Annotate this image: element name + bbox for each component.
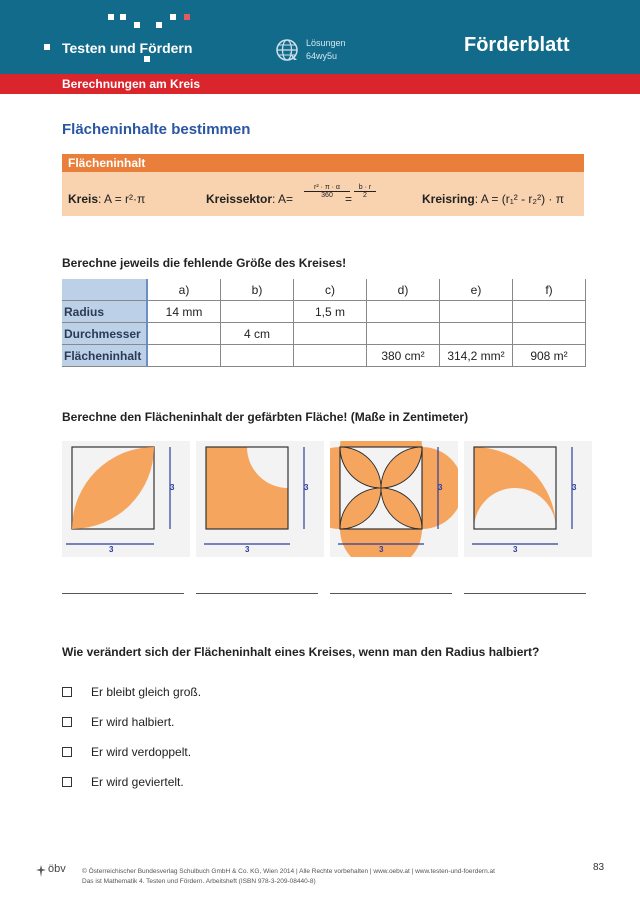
sektor-den2: 2: [363, 192, 367, 199]
sektor-fraction-2: [354, 184, 376, 199]
table-cell[interactable]: 908 m²: [513, 345, 586, 367]
sektor-den1: 360: [321, 192, 333, 199]
table-cell[interactable]: [294, 345, 367, 367]
fig2-bottom-label: 3: [245, 545, 250, 554]
answer-line-1[interactable]: [62, 593, 184, 594]
answer-line-3[interactable]: [330, 593, 452, 594]
option-checkbox[interactable]: [62, 747, 72, 757]
option-checkbox[interactable]: [62, 717, 72, 727]
solutions-link[interactable]: [306, 37, 346, 63]
table-col-header: c): [294, 279, 367, 301]
formula-ring: [422, 192, 564, 206]
sektor-num1: r² · π · α: [304, 184, 350, 192]
table-cell[interactable]: [147, 323, 221, 345]
footer-line-1: © Österreichischer Bundesverlag Schulbuch GmbH & Co. KG, Wien 2014 | Alle Rechte vorbehalten | www.oebv.at | www.testen-und-foerdern.at: [82, 868, 495, 875]
table-cell[interactable]: [221, 345, 294, 367]
fig4-side-label: 3: [572, 483, 577, 492]
fig1-bottom-label: 3: [109, 545, 114, 554]
row-label: Durchmesser: [62, 323, 147, 345]
table-cell[interactable]: [367, 301, 440, 323]
table-row: [62, 345, 586, 367]
table-cell[interactable]: 1,5 m: [294, 301, 367, 323]
sektor-num2: b · r: [354, 184, 376, 192]
page-number: 83: [593, 862, 605, 873]
table-cell[interactable]: 14 mm: [147, 301, 221, 323]
obv-logo-icon: [36, 864, 46, 876]
row-label: Flächeninhalt: [62, 345, 147, 367]
footer-copyright: [82, 867, 495, 887]
section-title: Flächeninhalte bestimmen: [62, 121, 251, 138]
formula-kreis: [68, 192, 145, 206]
table-cell[interactable]: 314,2 mm²: [440, 345, 513, 367]
solutions-label: Lösungen: [306, 38, 346, 48]
option-checkbox[interactable]: [62, 687, 72, 697]
sektor-label: Kreissektor: [206, 192, 273, 206]
fig3-side-label: 3: [438, 483, 443, 492]
fig4-bottom-label: 3: [513, 545, 518, 554]
table-cell[interactable]: [367, 323, 440, 345]
brand-logo-icon: [44, 14, 204, 64]
table-row: [62, 323, 586, 345]
row-label: Radius: [62, 301, 147, 323]
table-col-header: b): [221, 279, 294, 301]
kreis-label: Kreis: [68, 192, 99, 206]
fig2-side-label: 3: [304, 483, 309, 492]
table-cell[interactable]: 380 cm²: [367, 345, 440, 367]
task3-prompt: Wie verändert sich der Flächeninhalt eines Kreises, wenn man den Radius halbiert?: [62, 645, 540, 659]
table-cell[interactable]: [221, 301, 294, 323]
table-row: [62, 301, 586, 323]
table-cell[interactable]: [440, 323, 513, 345]
table-col-header: e): [440, 279, 513, 301]
figure-arch: [464, 441, 592, 557]
kreis-formula: : A = r²·π: [98, 192, 146, 206]
footer-line-2: Das ist Mathematik 4. Testen und Fördern. Arbeitsheft (ISBN 978-3-209-08440-8): [82, 878, 316, 885]
circle-table: [62, 279, 586, 367]
topic-title: Berechnungen am Kreis: [62, 77, 201, 91]
answer-line-2[interactable]: [196, 593, 318, 594]
solutions-code: 64wy5u: [306, 51, 338, 61]
fig3-bottom-label: 3: [379, 545, 384, 554]
table-cell[interactable]: [440, 301, 513, 323]
figure-petals: [330, 441, 458, 557]
sektor-prefix: : A=: [272, 192, 294, 206]
globe-icon[interactable]: [275, 38, 299, 62]
formula-box-header: [62, 154, 584, 172]
ring-label: Kreisring: [422, 192, 475, 206]
publisher-logo: öbv: [48, 863, 66, 875]
table-corner: [62, 279, 147, 301]
option-label: Er bleibt gleich groß.: [91, 685, 202, 699]
task2-prompt: Berechne den Flächeninhalt der gefärbten Fläche! (Maße in Zentimeter): [62, 410, 469, 424]
option-label: Er wird geviertelt.: [91, 775, 184, 789]
sektor-fraction-1: [304, 184, 350, 199]
table-col-header: d): [367, 279, 440, 301]
table-cell[interactable]: [513, 301, 586, 323]
option-label: Er wird verdoppelt.: [91, 745, 192, 759]
option-checkbox[interactable]: [62, 777, 72, 787]
formula-sektor: [206, 192, 293, 206]
formula-box-body: [62, 172, 584, 216]
table-cell[interactable]: [147, 345, 221, 367]
sektor-equals: =: [345, 192, 353, 206]
table-col-header: f): [513, 279, 586, 301]
task1-prompt: Berechne jeweils die fehlende Größe des Kreises!: [62, 256, 347, 270]
table-cell[interactable]: [294, 323, 367, 345]
figure-cutout: [196, 441, 324, 557]
figure-lens: [62, 441, 190, 557]
formula-box-heading: Flächeninhalt: [68, 156, 146, 170]
table-cell[interactable]: [513, 323, 586, 345]
table-col-header: a): [147, 279, 221, 301]
brand-name: Testen und Fördern: [62, 40, 193, 56]
option-label: Er wird halbiert.: [91, 715, 175, 729]
answer-line-4[interactable]: [464, 593, 586, 594]
fig1-side-label: 3: [170, 483, 175, 492]
table-cell[interactable]: 4 cm: [221, 323, 294, 345]
sheet-type-title: Förderblatt: [464, 34, 570, 56]
ring-formula: : A = (r₁² - r₂²) · π: [474, 192, 565, 206]
